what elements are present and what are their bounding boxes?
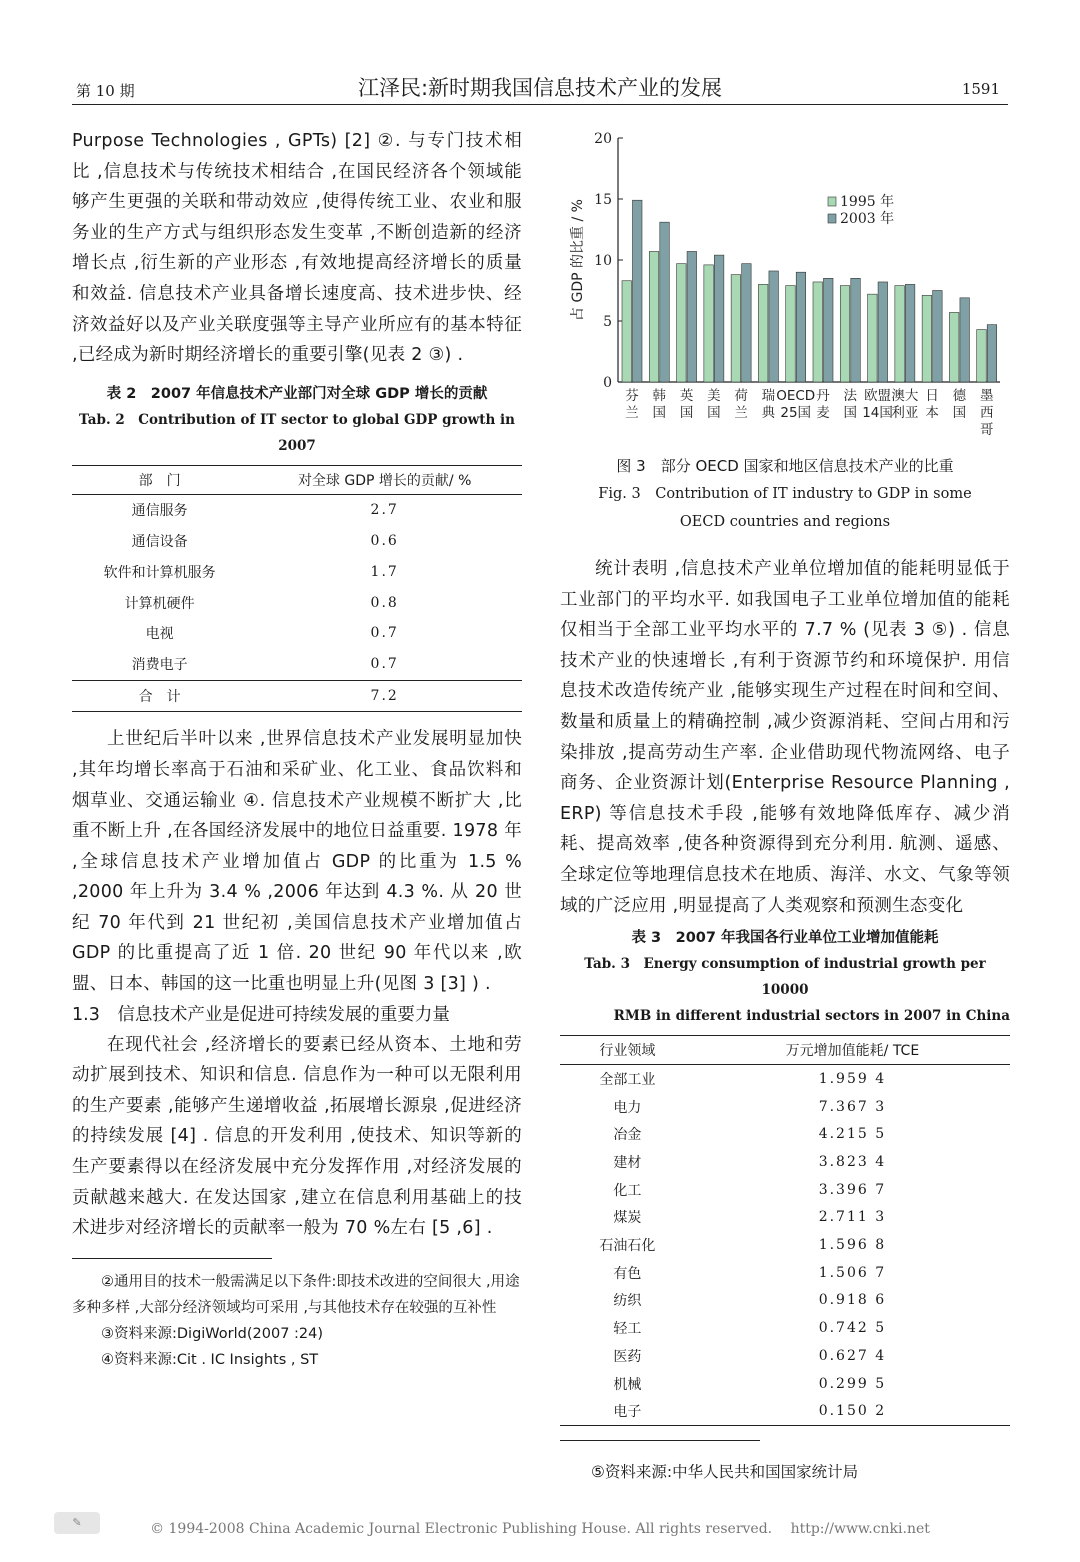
table2-cell-value: 0.6	[370, 532, 399, 549]
figure3-caption-cn: 图 3 部分 OECD 国家和地区信息技术产业的比重	[616, 457, 954, 475]
table3-cell-value: 7.367 3	[818, 1098, 887, 1115]
table2-header-sector: 部 门	[72, 465, 247, 494]
table3-row	[560, 1065, 1010, 1093]
x-tick-label: 澳大	[891, 388, 919, 404]
table2-row	[72, 556, 522, 587]
cnki-logo-icon: ✎	[54, 1512, 100, 1534]
bar-2003	[796, 272, 806, 382]
bar-2003	[878, 282, 888, 382]
table3-cell-sector: 化工	[613, 1182, 642, 1199]
bar-1995	[949, 312, 959, 382]
table2-cell-value: 1.7	[370, 563, 399, 580]
left-column	[72, 126, 522, 1373]
legend-label: 2003 年	[840, 211, 895, 227]
x-tick-label: 欧盟	[864, 388, 892, 404]
x-tick-label: 韩	[652, 388, 667, 404]
table2-cell-value: 0.7	[370, 625, 399, 642]
table3-cell-sector: 电子	[560, 1397, 695, 1425]
bar-1995	[895, 286, 905, 382]
table3-row	[560, 1148, 1010, 1176]
y-tick-label: 10	[594, 253, 612, 269]
table3-cell-sector: 煤炭	[613, 1210, 642, 1227]
bar-1995	[677, 264, 687, 382]
x-tick-label: 国	[707, 405, 721, 421]
bar-2003	[769, 271, 779, 382]
table3-row	[560, 1259, 1010, 1287]
table3-cell-value: 2.711 3	[818, 1209, 887, 1226]
x-tick-label: 芬	[625, 388, 639, 404]
footnote-2: ②通用目的技术一般需满足以下条件:即技术改进的空间很大 ,用途多种多样 ,大部分经济领域均可采用 ,与其他技术存在较强的互补性	[72, 1273, 520, 1316]
x-tick-label: 典	[761, 405, 776, 421]
table2-cell-sector: 消费电子	[131, 657, 188, 674]
right-column	[560, 554, 1010, 1485]
bar-2003	[714, 255, 724, 382]
footnote-5: ⑤资料来源:中华人民共和国国家统计局	[591, 1463, 859, 1482]
x-tick-label: 英	[679, 388, 694, 404]
paragraph-energy: 统计表明 ,信息技术产业单位增加值的能耗明显低于工业部门的平均水平. 如我国电子工业单位增加值的能耗仅相当于全部工业平均水平的 7.7 % (见表 3 ⑤) . 信息技术产业的快速增长 ,有利于资源节约和环境保护. 用信息技术改造传统产业 ,能够实现生产过程在时间和空间、数量和质量上的精确控制 ,减少资源消耗、空间占用和污染排放 ,提高劳动生产率. 企业借助现代物流网络、电子商务、企业资源计划(Enterprise Resource Planning , ERP) 等信息技术手段 ,能够有效地降低库存、减少消耗、提高效率 ,使各种资源得到充分利用. 航测、遥感、全球定位等地理信息技术在地质、海洋、水文、气象等领域的广泛应用 ,明显提高了人类观察和预测生态变化	[560, 559, 1010, 916]
y-axis-label: 占 GDP 的比重 / %	[570, 199, 586, 321]
bar-2003	[742, 264, 752, 382]
table3-cell-sector: 建材	[613, 1155, 642, 1172]
x-tick-label: 国	[843, 405, 858, 421]
table3-caption-en-1: Tab. 3 Energy consumption of industrial growth per 10000	[584, 956, 986, 999]
table3-caption-en-2: RMB in different industrial sectors in 2007 in China	[613, 1008, 1010, 1025]
figure3-chart	[560, 128, 1010, 458]
table2-row	[72, 526, 522, 557]
table2-row	[72, 649, 522, 680]
x-tick-label: 法	[843, 388, 858, 404]
table3-cell-value: 4.215 5	[818, 1126, 887, 1143]
footnote-rule	[72, 1258, 272, 1259]
table3-cell-sector: 电力	[613, 1099, 642, 1116]
footnote-rule-right	[560, 1440, 760, 1441]
table3-cell-value: 0.150 2	[695, 1397, 1010, 1425]
bar-1995	[649, 251, 659, 382]
table2-cell-sector: 电视	[145, 626, 174, 643]
x-tick-label: 哥	[979, 422, 994, 438]
x-tick-label: 德	[952, 388, 967, 404]
x-tick-label: OECD	[776, 388, 816, 404]
legend-label: 1995 年	[840, 194, 895, 210]
x-tick-label: 墨	[979, 388, 994, 404]
y-tick-label: 0	[603, 375, 612, 391]
table3-cell-sector: 石油石化	[599, 1238, 656, 1255]
bar-2003	[987, 325, 997, 382]
bar-2003	[687, 251, 697, 382]
table3-cell-value: 3.396 7	[818, 1181, 887, 1198]
table3-cell-value: 1.596 8	[818, 1237, 887, 1254]
table2-cell-sector: 通信服务	[131, 503, 188, 520]
y-tick-label: 5	[603, 314, 612, 330]
table3-cell-sector: 轻工	[613, 1321, 642, 1338]
running-title: 江泽民:新时期我国信息技术产业的发展	[357, 76, 723, 100]
paragraph-world-it: 上世纪后半叶以来 ,世界信息技术产业发展明显加快 ,其年均增长率高于石油和采矿业、化工业、食品饮料和烟草业、交通运输业 ④. 信息技术产业规模不断扩大 ,比重不断上升 ,在各国经济发展中的地位日益重要. 1978 年 ,全球信息技术产业增加值占 GDP 的比重为 1.5 % ,2000 年上升为 3.4 % ,2006 年达到 4.3 %. 从 20 世纪 70 年代到 21 世纪初 ,美国信息技术产业增加值占 GDP 的比重提高了近 1 倍. 20 世纪 90 年代以来 ,欧盟、日本、韩国的这一比重也明显上升(见图 3 [3] ) .	[72, 729, 522, 995]
table3-row	[560, 1231, 1010, 1259]
table2-cell-value: 0.7	[370, 656, 399, 673]
bar-1995	[704, 265, 714, 382]
table3-cell-sector: 纺织	[613, 1293, 642, 1310]
bar-1995	[977, 330, 987, 382]
table2-caption-en: Tab. 2 Contribution of IT sector to global GDP growth in 2007	[79, 411, 515, 454]
table3-row	[560, 1397, 1010, 1425]
table2-row	[72, 587, 522, 618]
table2-row	[72, 618, 522, 649]
table3-caption-cn: 表 3 2007 年我国各行业单位工业增加值能耗	[631, 930, 939, 947]
bar-chart-svg	[560, 128, 1010, 458]
table3-cell-value: 1.959 4	[818, 1070, 887, 1087]
table2-cell-sector: 通信设备	[131, 533, 188, 550]
x-tick-label: 麦	[816, 405, 830, 421]
table3-cell-value: 0.627 4	[818, 1347, 887, 1364]
copyright-footer: © 1994-2008 China Academic Journal Electronic Publishing House. All rights reserved. http://www.cnki.net	[150, 1521, 930, 1537]
y-tick-label: 20	[594, 131, 612, 147]
bar-1995	[731, 275, 741, 382]
bar-2003	[660, 222, 670, 382]
table2-total-label: 合 计	[72, 680, 247, 712]
table3-row	[560, 1121, 1010, 1149]
bar-2003	[824, 278, 834, 382]
x-tick-label: 本	[925, 405, 939, 421]
table3-cell-value: 0.299 5	[818, 1375, 887, 1392]
table3-row	[560, 1287, 1010, 1315]
page-number: 1591	[961, 80, 1000, 98]
table3-cell-sector: 医药	[613, 1348, 642, 1365]
table3	[560, 1035, 1010, 1426]
y-tick-label: 15	[594, 192, 612, 208]
bar-2003	[851, 278, 861, 382]
table3-row	[560, 1370, 1010, 1398]
x-tick-label: 美	[707, 388, 721, 404]
table3-cell-value: 0.918 6	[818, 1292, 887, 1309]
paragraph-sustainable: 在现代社会 ,经济增长的要素已经从资本、土地和劳动扩展到技术、知识和信息. 信息作为一种可以无限利用的生产要素 ,能够产生递增收益 ,拓展增长源泉 ,促进经济的持续发展 [4] . 信息的开发利用 ,使技术、知识等新的生产要素得以在经济发展中充分发挥作用 ,对经济发展的贡献越来越大. 在发达国家 ,建立在信息利用基础上的技术进步对经济增长的贡献率一般为 70 %左右 [5 ,6] .	[72, 1034, 522, 1239]
table2-total-value: 7.2	[247, 680, 522, 712]
legend-swatch	[828, 197, 836, 206]
x-tick-label: 兰	[625, 405, 639, 421]
table3-cell-sector: 全部工业	[599, 1071, 656, 1088]
table2-cell-sector: 计算机硬件	[124, 595, 195, 612]
table3-header-sector: 行业领域	[560, 1036, 695, 1065]
table3-cell-value: 3.823 4	[818, 1154, 887, 1171]
bar-1995	[622, 281, 632, 382]
table3-cell-sector: 有色	[613, 1265, 642, 1282]
table3-cell-sector: 冶金	[613, 1127, 642, 1144]
bar-1995	[922, 295, 932, 382]
table3-row	[560, 1314, 1010, 1342]
bar-2003	[633, 200, 643, 382]
table2-cell-value: 2.7	[370, 502, 399, 519]
table2	[72, 465, 522, 713]
bar-1995	[840, 286, 850, 382]
table2-caption-cn: 表 2 2007 年信息技术产业部门对全球 GDP 增长的贡献	[106, 385, 488, 402]
table3-row	[560, 1342, 1010, 1370]
table2-cell-value: 0.8	[370, 594, 399, 611]
x-tick-label: 利亚	[891, 405, 919, 421]
x-tick-label: 25国	[780, 405, 812, 421]
issue-number: 第 10 期	[76, 82, 135, 100]
running-header	[72, 70, 1008, 105]
figure3-caption-en-2: OECD countries and regions	[679, 514, 891, 530]
footnote-4: ④资料来源:Cit . IC Insights , ST	[101, 1351, 319, 1368]
x-tick-label: 国	[652, 405, 667, 421]
x-tick-label: 丹	[816, 388, 830, 404]
x-tick-label: 国	[679, 405, 694, 421]
bar-1995	[786, 286, 796, 382]
bar-2003	[905, 284, 915, 382]
bar-1995	[813, 282, 823, 382]
x-tick-label: 日	[925, 388, 939, 404]
bar-2003	[933, 291, 943, 383]
legend-swatch	[828, 214, 836, 223]
bar-2003	[960, 298, 970, 382]
x-tick-label: 瑞	[761, 388, 776, 404]
table3-row	[560, 1176, 1010, 1204]
footnote-3: ③资料来源:DigiWorld(2007 :24)	[101, 1325, 324, 1342]
bar-1995	[868, 294, 878, 382]
x-tick-label: 荷	[734, 388, 748, 404]
table3-cell-value: 1.506 7	[818, 1264, 887, 1281]
x-tick-label: 兰	[734, 405, 748, 421]
table3-cell-sector: 机械	[613, 1376, 642, 1393]
table2-cell-sector: 软件和计算机服务	[103, 564, 216, 581]
table2-row	[72, 494, 522, 525]
x-tick-label: 国	[952, 405, 967, 421]
figure3-caption-en-1: Fig. 3 Contribution of IT industry to GDP in some	[598, 486, 972, 502]
x-tick-label: 西	[979, 405, 994, 421]
table3-row	[560, 1204, 1010, 1232]
table3-row	[560, 1093, 1010, 1121]
table3-cell-value: 0.742 5	[818, 1320, 887, 1337]
table2-total-row	[72, 680, 522, 712]
paragraph-gpts: Purpose Technologies , GPTs) [2] ②. 与专门技术相比 ,信息技术与传统技术相结合 ,在国民经济各个领域能够产生更强的关联和带动效应 ,使得传统工业、农业和服务业的生产方式与组织形态发生变革 ,不断创造新的经济增长点 ,衍生新的产业形态 ,有效地提高经济增长的质量和效益. 信息技术产业具备增长速度高、技术进步快、经济效益好以及产业关联度强等主导产业所应有的基本特征 ,已经成为新时期经济增长的重要引擎(见表 2 ③) .	[72, 131, 522, 366]
x-tick-label: 14国	[862, 405, 893, 421]
table3-header-value: 万元增加值能耗/ TCE	[695, 1036, 1010, 1065]
section-heading-1-3: 1.3 信息技术产业是促进可持续发展的重要力量	[72, 1004, 450, 1025]
table2-header-value: 对全球 GDP 增长的贡献/ %	[247, 465, 522, 494]
figure3-captions	[560, 452, 1010, 536]
bar-1995	[758, 284, 768, 382]
